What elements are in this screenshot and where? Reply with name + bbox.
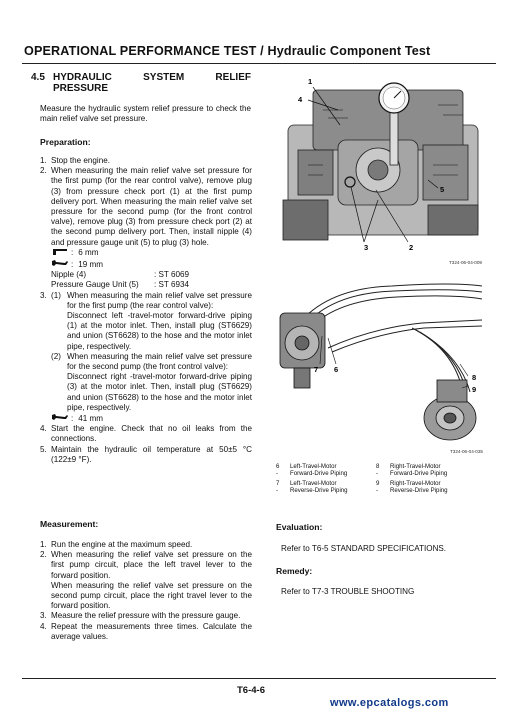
fig2-code: T324-06-04-035 [450, 449, 483, 454]
section-title-line1: HYDRAULIC SYSTEM RELIEF [53, 72, 251, 83]
spec-nipple: Nipple (4) : ST 6069 [51, 270, 189, 280]
meas-step-3: 3. Measure the relief pressure with the pressure gauge. [40, 611, 241, 621]
pump-illustration [268, 70, 496, 260]
fig2-callout-6: 6 [334, 365, 339, 374]
website-watermark: www.epcatalogs.com [330, 697, 449, 709]
prep-step-4: 4. Start the engine. Check that no oil leaks from the connections. [40, 424, 252, 444]
preparation-heading: Preparation: [40, 137, 91, 147]
measurement-heading: Measurement: [40, 519, 99, 529]
header-rule [22, 63, 496, 64]
section-number: 4.5 [31, 72, 45, 83]
tool-size-hex: 6 mm [78, 248, 99, 258]
fig1-callout-4: 4 [298, 95, 303, 104]
fig2-callout-9: 9 [472, 385, 477, 394]
tool-row-wrench-41: : 41 mm [51, 413, 252, 424]
hex-key-icon [51, 248, 69, 259]
prep-step-2: 2. When measuring the main relief valve set pressure for the first pump (for the rear control valve), remove plug (3) from pressure check port (1) at the first pump delivery port. When measuring the main relief valve set pressure for the second pump (for the front control valve), remove plug (3) from pressure check port (2) at the second pump delivery port. Then, install nipple (4) and pressure gauge unit (5) to plug (3) hole. [40, 166, 252, 247]
meas-step-1: 1. Run the engine at the maximum speed. [40, 540, 193, 549]
fig1-code: T324-06-04-009 [449, 260, 482, 265]
wrench-icon [51, 259, 69, 270]
evaluation-text: Refer to T6-5 STANDARD SPECIFICATIONS. [281, 544, 447, 553]
fig2-callout-8: 8 [472, 373, 477, 382]
page-title: OPERATIONAL PERFORMANCE TEST / Hydraulic Component Test [24, 44, 431, 58]
section-heading [31, 72, 251, 94]
evaluation-heading: Evaluation: [276, 522, 323, 532]
tool-row-wrench: : 19 mm [51, 259, 252, 270]
pump-figure [268, 70, 496, 265]
preparation-body [40, 156, 252, 465]
tool-size-wrench-41: 41 mm [78, 413, 103, 423]
spec-gauge: Pressure Gauge Unit (5) : ST 6934 [51, 280, 189, 290]
measurement-body [40, 540, 252, 642]
fig1-callout-1: 1 [308, 77, 313, 86]
piping-figure [272, 268, 494, 454]
fig1-callout-5: 5 [440, 185, 445, 194]
prep-step-5: 5. Maintain the hydraulic oil temperature at 50±5 °C (122±9 °F). [40, 444, 252, 464]
section-intro: Measure the hydraulic system relief pressure to check the main relief valve set pressure. [40, 104, 251, 124]
prep-step-1: 1. Stop the engine. [40, 156, 110, 165]
footer-rule [22, 678, 496, 679]
page-number: T6-4-6 [237, 685, 265, 696]
prep-step-3: 3. (1) When measuring the main relief valve set pressure for the first pump (the rear control valve): Disconnect left -travel-motor forward-drive piping (1) at the motor inlet. Then, install plug (ST6629) and union (ST6628) to the hose and the motor inlet pipe, respectively. (2) When measuring the main relief valve set pressure for the second pump (the front control valve): Disconnect right -travel-motor forward-drive piping (3) at the motor inlet. Then, install plug (ST6629) and union (ST6628) to the hose and the motor inlet pipe, respectively. : 41 mm [40, 290, 252, 423]
meas-step-2: 2. When measuring the relief valve set pressure on the first pump circuit, place the left travel lever to the forward position. When measuring the relief valve set pressure on the second pump circuit, place the right travel lever to the forward position. [40, 550, 252, 611]
tool-row-hex: : 6 mm [51, 248, 252, 259]
piping-illustration [272, 268, 494, 448]
meas-step-4: 4. Repeat the measurements three times. Calculate the average values. [40, 621, 252, 641]
fig1-callout-2: 2 [409, 243, 414, 252]
section-title-line2: PRESSURE [53, 83, 109, 94]
tool-size-wrench: 19 mm [78, 259, 103, 269]
wrench-icon [51, 413, 69, 424]
remedy-text: Refer to T7-3 TROUBLE SHOOTING [281, 587, 415, 596]
fig1-callout-3: 3 [364, 243, 369, 252]
fig2-callout-7: 7 [314, 365, 319, 374]
remedy-heading: Remedy: [276, 566, 313, 576]
